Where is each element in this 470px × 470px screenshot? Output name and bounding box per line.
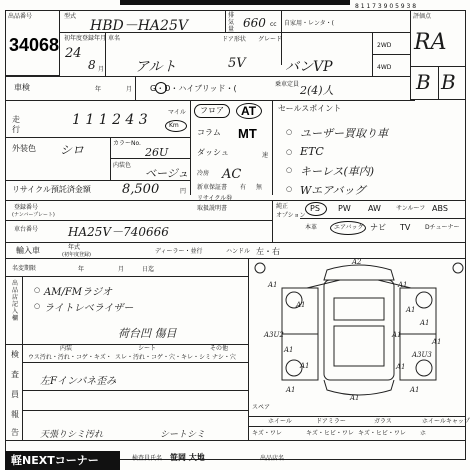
glass-label: ガラス (374, 418, 392, 425)
line (225, 10, 226, 32)
glass-value: キズ・ヒビ・ワレ (358, 430, 406, 437)
change-year-unit: 年 (78, 266, 85, 273)
capacity-label: 乗車定員 (275, 81, 300, 88)
manual: 取扱説明書 (197, 205, 228, 212)
import-label: 輸入車 (16, 246, 40, 255)
line (5, 100, 415, 101)
drive-2wd: 2WD (377, 42, 392, 49)
sales-point-2: ETC (300, 145, 324, 158)
interior-color-label: 内装色 (113, 162, 132, 169)
chassis-label: 車台番号 (14, 226, 39, 233)
navi-label: ナビ (370, 223, 386, 232)
dealer-label: ディーラー・並行 (155, 248, 203, 255)
damage-mark-15: A1 (410, 386, 420, 394)
line (5, 440, 466, 441)
recycle-label: リサイクル預託済金額 (12, 185, 91, 194)
car-damage-diagram (252, 260, 466, 410)
handle-label: ハンドル (226, 248, 251, 255)
title-change-label: 名変期限 (12, 265, 37, 272)
report-side-5: 告 (11, 428, 19, 437)
damage-mark-7: A1 (392, 331, 402, 339)
line (190, 100, 191, 195)
at-label: AT (241, 104, 257, 118)
pw-label: PW (338, 204, 351, 213)
displacement-unit: cc (270, 21, 277, 28)
line (22, 362, 248, 363)
note-line-1: AM/FMラジオ (44, 287, 113, 298)
car-rear (324, 380, 394, 395)
import-year-label: 年式 (68, 244, 81, 251)
line (5, 220, 272, 221)
bullet: ○ (286, 128, 293, 136)
pure-label: 純正 (276, 203, 289, 210)
mirror-value: キズ・ヒビ・ワレ (306, 430, 354, 437)
sales-point-1: ユーザー買取り車 (300, 127, 388, 140)
column-shift: コラム (197, 128, 221, 137)
sales-point-3: キーレス(車内) (300, 165, 375, 178)
seat-label: シート (138, 345, 157, 352)
seat-list: スレ・汚れ・コゲ・穴・キレ・シミ (115, 354, 211, 361)
notes-side-label: 出品店記入欄 (12, 280, 19, 322)
rating-label: 評価点 (413, 13, 432, 20)
fuel-label: G・D・ハイブリッド・( (150, 84, 237, 93)
damage-mark-1: A2 (352, 258, 362, 266)
lot-number: 34068 (9, 35, 60, 55)
mileage-unit-km: Km (169, 122, 179, 129)
capacity: 2(4)人 (300, 84, 334, 97)
new-car-warranty: 新車保証書 (197, 184, 228, 191)
sales-point-4: Wエアバッグ (300, 184, 366, 197)
model-label: 型式 (64, 13, 77, 20)
report-line-3: シートシミ (160, 430, 206, 440)
exterior-color: シロ (60, 143, 85, 157)
interior-color: ベージュ (145, 167, 189, 180)
other-list: ナシ・穴 (212, 354, 236, 361)
spare-label: スペア (252, 404, 271, 411)
bullet: ○ (34, 286, 41, 294)
ac-value: AC (222, 167, 242, 182)
report-line-1: 左Fインパネ歪み (40, 376, 117, 387)
damage-mark-2: A1 (398, 281, 408, 289)
line (5, 258, 466, 259)
vehicle-type-label: 車名 (108, 35, 121, 42)
mileage-label: 走行 (12, 115, 20, 134)
other-label: その他 (210, 345, 229, 352)
inspector-name: 笹岡 大地 (170, 453, 205, 462)
interior-rating: B (416, 70, 431, 94)
sales-points-title: セールスポイント (278, 104, 342, 113)
displacement: 660 (243, 16, 266, 30)
line (105, 32, 106, 76)
tv-label: TV (400, 223, 411, 232)
line (5, 180, 190, 181)
region-label: 出品店名 (260, 455, 285, 462)
doors: 5V (228, 56, 246, 71)
displacement-label: 排気量 (228, 12, 235, 33)
recycle-unit: 円 (180, 188, 187, 195)
line (372, 54, 410, 55)
line (272, 100, 273, 195)
options-label: オプション (276, 212, 306, 219)
windshield (334, 298, 384, 320)
line (135, 76, 136, 100)
bullet: ○ (34, 302, 41, 310)
bullet: ○ (286, 185, 293, 193)
ac-label: 冷房 (197, 170, 210, 177)
report-line-2: 天張りシミ汚れ (40, 430, 104, 440)
line (248, 426, 466, 427)
inspection-year-unit: 年 (95, 86, 102, 93)
fuel-selected-circle (155, 82, 167, 94)
line (22, 390, 248, 391)
recycle-value: 8,500 (122, 182, 160, 197)
color-no-label: カラーNo. (113, 140, 141, 147)
car-name: アルト (135, 59, 177, 75)
line (248, 416, 466, 417)
damage-mark-13: A1 (396, 363, 406, 371)
damage-mark-6: A1 (420, 319, 430, 327)
damage-mark-12: A1 (300, 362, 310, 370)
mt-label: MT (238, 126, 257, 141)
warranty-no: 無 (256, 184, 263, 191)
inspection-month-unit: 月 (126, 86, 133, 93)
change-month-unit: 月 (118, 266, 125, 273)
line (272, 200, 273, 242)
interior-label: 内装 (60, 345, 73, 352)
aw-label: AW (368, 204, 381, 213)
top-header-bar (120, 0, 350, 5)
damage-mark-3: A1 (268, 281, 278, 289)
chassis-no: HA25V－740666 (68, 225, 169, 239)
warranty-yes: 有 (240, 184, 247, 191)
wheel-label: ホイール (268, 418, 292, 425)
sunroof-label: サンルーフ (396, 205, 426, 212)
line (22, 276, 23, 440)
damage-mark-4: A1 (406, 306, 416, 314)
floor-shift: フロア (194, 104, 230, 118)
wheel-value: キズ・ワレ (252, 430, 282, 437)
line (5, 76, 410, 77)
lot-label: 出品番号 (8, 13, 33, 20)
damage-mark-16: A1 (350, 394, 360, 402)
recycle-status: リサイクル券 (197, 195, 233, 202)
grade: バンVP (285, 59, 333, 75)
grade-label: グレード (258, 36, 283, 43)
reg-no-sub: (ナンバープレート) (12, 212, 55, 218)
change-day-unit: 日迄 (142, 266, 155, 273)
doormirror-label: ドアミラー (316, 418, 346, 425)
line (5, 200, 466, 201)
car-roof (334, 326, 384, 366)
shape-label: ドア形状 (222, 36, 246, 43)
report-side-2: 査 (11, 370, 19, 379)
diagram-corner-circle (453, 263, 463, 273)
dash-shift: ダッシュ (197, 148, 229, 157)
bullet: ○ (286, 166, 293, 174)
hubcap-value: ホ (420, 430, 427, 437)
exterior-rating: B (441, 70, 456, 94)
report-side-4: 報 (11, 410, 19, 419)
mileage-unit-mile: マイル (168, 109, 186, 116)
import-year-sub: (初年度登録) (62, 252, 91, 258)
line (248, 258, 249, 440)
line (438, 66, 439, 100)
ps-label: PS (310, 204, 320, 213)
mileage-value: 1 1 1 2 4 3 (72, 112, 148, 128)
footer-brand: 軽NEXTコーナー (5, 451, 120, 470)
damage-mark-5: A1 (296, 301, 306, 309)
interior-list: ウス汚れ・汚れ・コゲ・キズ・ (28, 354, 112, 361)
month-suffix: 月 (98, 66, 105, 73)
d-tool-label: Dチューナー (425, 224, 460, 231)
hubcap-label: ホイールキャップ (422, 418, 470, 425)
use-label: 自家用・レンタ・( (284, 20, 334, 27)
inspection-label: 車検 (14, 83, 30, 92)
wheel-rear-right (416, 360, 432, 376)
wheel-front-right (416, 292, 432, 308)
drive-4wd: 4WD (377, 64, 392, 71)
line (110, 158, 190, 159)
handle-value: 左・右 (256, 247, 280, 256)
inspector-label: 検査員氏名 (132, 455, 163, 462)
line (5, 242, 466, 243)
note-line-3: 荷台凹 傷目 (118, 327, 177, 340)
line (22, 410, 248, 411)
damage-mark-10: A3U2 (264, 331, 284, 339)
bullet: ○ (286, 148, 293, 156)
year-label: 初年度登録年月 (64, 35, 107, 42)
damage-mark-14: A1 (286, 386, 296, 394)
model-code: HBD－HA25V (90, 18, 188, 34)
line (5, 276, 248, 277)
year-value: 24 (65, 46, 82, 61)
speed-unit: 速 (262, 152, 269, 159)
color-no: 26U (145, 146, 169, 159)
line (300, 218, 466, 219)
report-side-3: 員 (11, 390, 19, 399)
report-side-1: 検 (11, 350, 19, 359)
airbag-label: エアバッグ (334, 224, 364, 231)
diagram-corner-circle (255, 263, 265, 273)
exterior-color-label: 外装色 (12, 144, 36, 153)
abs-label: ABS (432, 204, 448, 213)
leather-label: 本革 (305, 224, 318, 231)
damage-mark-9: A1 (432, 338, 442, 346)
reg-no-label: 登録番号 (14, 204, 39, 211)
damage-mark-8: A1 (284, 346, 294, 354)
damage-mark-11: A3U3 (412, 351, 432, 359)
month-value: 8 (88, 58, 96, 72)
car-roof-front (324, 265, 394, 280)
serial-number: 8 1 1 7 3 9 0 5 9 3 8 (355, 3, 417, 10)
note-line-2: ライトレベライザー (44, 303, 134, 314)
rating-value: RA (414, 30, 447, 55)
line (5, 137, 190, 138)
